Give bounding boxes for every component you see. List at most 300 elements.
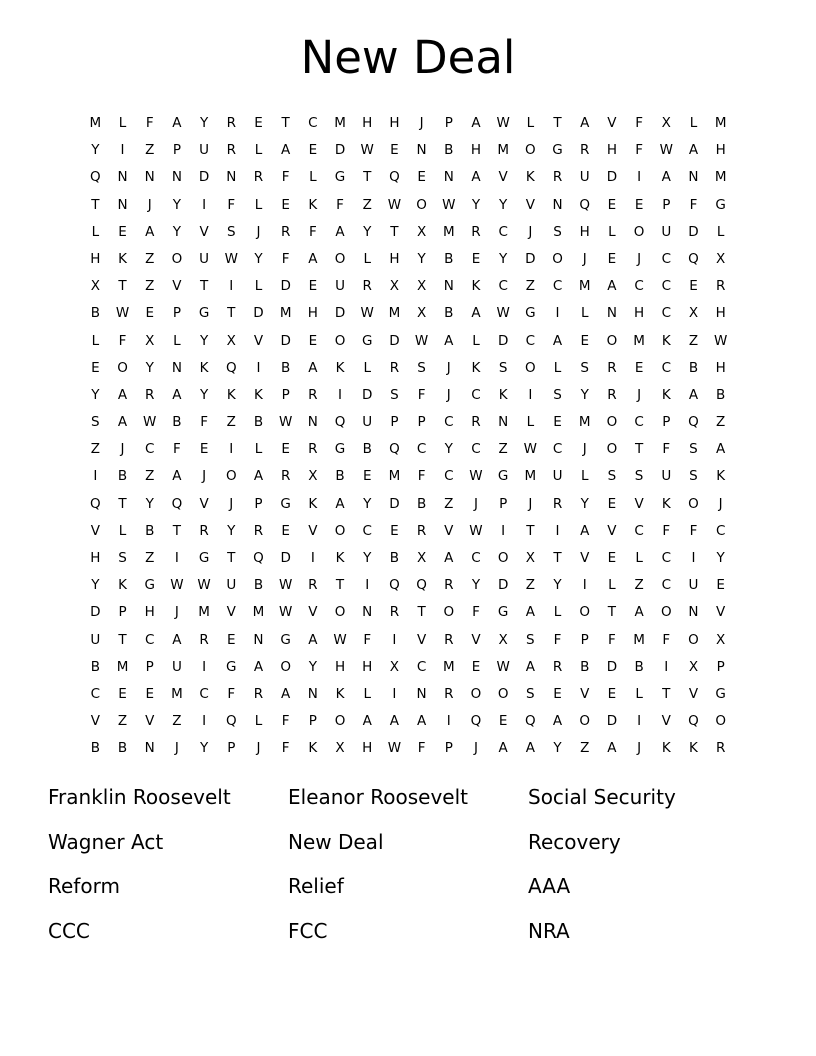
grid-letter: T	[172, 522, 182, 539]
grid-letter: I	[202, 713, 207, 730]
grid-letter: H	[90, 250, 101, 267]
grid-letter: D	[606, 169, 618, 186]
grid-letter: X	[308, 468, 318, 485]
grid-row	[82, 735, 735, 762]
grid-letter: O	[497, 550, 509, 566]
grid-letter: B	[172, 414, 182, 431]
grid-row	[82, 518, 735, 545]
grid-letter: V	[607, 115, 617, 131]
grid-letter: O	[470, 685, 482, 702]
grid-letter: V	[688, 685, 699, 702]
grid-letter: K	[199, 359, 209, 376]
grid-letter: S	[226, 223, 236, 240]
grid-letter: A	[117, 386, 128, 403]
grid-letter: A	[172, 386, 182, 403]
grid-letter: J	[120, 441, 125, 458]
grid-letter: T	[553, 115, 562, 131]
grid-letter: R	[199, 522, 209, 539]
grid-letter: V	[471, 631, 481, 648]
grid-letter: F	[608, 631, 616, 648]
word-list-item: Franklin Roosevelt	[48, 785, 231, 809]
grid-letter: R	[552, 495, 563, 512]
grid-letter: S	[526, 631, 535, 648]
grid-letter: N	[171, 359, 182, 376]
grid-letter: Z	[226, 414, 236, 431]
grid-letter: T	[526, 522, 535, 539]
grid-letter: I	[310, 550, 315, 566]
grid-row	[82, 681, 735, 708]
grid-row	[82, 246, 735, 273]
grid-letter: F	[635, 142, 643, 159]
grid-letter: B	[253, 577, 264, 594]
grid-letter: P	[444, 740, 453, 757]
grid-letter: O	[579, 713, 591, 730]
grid-letter: B	[362, 441, 372, 458]
grid-letter: Q	[389, 577, 400, 594]
grid-row	[82, 627, 735, 654]
grid-letter: U	[661, 223, 672, 240]
grid-letter: U	[688, 577, 699, 594]
grid-letter: K	[308, 495, 318, 512]
grid-letter: Y	[444, 441, 453, 458]
grid-letter: A	[389, 713, 400, 730]
grid-letter: Y	[199, 386, 209, 403]
grid-letter: Q	[688, 713, 699, 730]
grid-letter: O	[334, 604, 346, 621]
grid-letter: R	[308, 386, 318, 403]
grid-letter: A	[661, 169, 671, 186]
word-list-item: Eleanor Roosevelt	[288, 785, 468, 809]
grid-letter: A	[607, 740, 617, 757]
word-list-item: New Deal	[288, 829, 384, 854]
grid-letter: A	[552, 713, 563, 730]
grid-letter: O	[552, 250, 563, 267]
grid-letter: Q	[253, 550, 264, 566]
grid-letter: B	[253, 414, 264, 431]
grid-letter: M	[714, 115, 727, 131]
grid-letter: E	[553, 414, 562, 431]
grid-letter: F	[227, 196, 236, 213]
grid-letter: H	[362, 658, 373, 675]
grid-letter: J	[582, 250, 587, 267]
grid-letter: T	[227, 305, 236, 322]
grid-letter: X	[661, 115, 671, 131]
grid-letter: N	[688, 604, 699, 621]
grid-letter: C	[661, 305, 671, 322]
grid-letter: V	[416, 631, 427, 648]
grid-letter: M	[633, 631, 645, 648]
grid-letter: I	[365, 577, 370, 594]
grid-letter: X	[688, 658, 699, 675]
grid-letter: H	[389, 115, 400, 131]
grid-letter: L	[553, 359, 562, 376]
grid-letter: I	[256, 359, 261, 376]
grid-letter: R	[416, 522, 427, 539]
word-list-item: Social Security	[528, 785, 676, 809]
grid-letter: Y	[145, 359, 154, 376]
grid-letter: E	[254, 115, 263, 131]
grid-letter: E	[308, 142, 318, 159]
grid-letter: L	[472, 332, 480, 349]
grid-row	[82, 273, 735, 300]
grid-letter: K	[471, 278, 481, 295]
grid-letter: P	[145, 658, 154, 675]
grid-letter: Q	[225, 359, 237, 376]
grid-letter: K	[661, 495, 671, 512]
grid-letter: G	[715, 196, 726, 213]
grid-letter: C	[715, 522, 726, 539]
grid-letter: C	[362, 522, 372, 539]
grid-letter: Y	[91, 577, 100, 594]
grid-letter: D	[688, 223, 699, 240]
grid-letter: I	[202, 658, 207, 675]
grid-letter: V	[308, 604, 318, 621]
grid-letter: R	[715, 740, 726, 757]
grid-letter: Y	[363, 495, 372, 512]
grid-letter: R	[145, 386, 155, 403]
grid-letter: N	[416, 685, 427, 702]
grid-letter: P	[662, 196, 671, 213]
grid-letter: O	[225, 468, 237, 485]
grid-row	[82, 572, 735, 599]
grid-letter: K	[661, 332, 671, 349]
grid-letter: W	[333, 631, 347, 648]
grid-letter: J	[637, 386, 642, 403]
grid-letter: J	[582, 441, 587, 458]
grid-letter: T	[118, 495, 127, 512]
grid-letter: E	[199, 441, 209, 458]
grid-letter: P	[580, 631, 589, 648]
grid-letter: G	[198, 550, 210, 566]
grid-letter: K	[335, 685, 345, 702]
grid-letter: R	[280, 223, 291, 240]
grid-letter: Z	[580, 740, 590, 757]
grid-letter: G	[144, 577, 155, 594]
grid-letter: L	[254, 713, 263, 730]
grid-letter: S	[91, 414, 100, 431]
grid-letter: J	[202, 468, 207, 485]
grid-letter: L	[118, 115, 127, 131]
grid-letter: Q	[470, 713, 482, 730]
grid-letter: G	[361, 332, 373, 349]
grid-letter: B	[90, 740, 100, 757]
grid-letter: M	[442, 658, 455, 675]
grid-letter: L	[254, 142, 263, 159]
grid-letter: D	[389, 332, 400, 349]
grid-letter: Y	[254, 250, 263, 267]
grid-letter: X	[688, 305, 699, 322]
grid-letter: A	[498, 740, 508, 757]
grid-letter: G	[226, 658, 237, 675]
grid-letter: F	[417, 740, 426, 757]
grid-letter: E	[281, 441, 290, 458]
grid-letter: M	[252, 604, 265, 621]
page-title: New Deal	[300, 31, 516, 84]
grid-letter: C	[145, 441, 155, 458]
grid-letter: Z	[634, 577, 644, 594]
grid-letter: R	[580, 142, 590, 159]
grid-letter: D	[497, 332, 509, 349]
grid-letter: X	[90, 278, 100, 295]
grid-letter: E	[607, 550, 617, 566]
grid-letter: D	[497, 577, 509, 594]
grid-letter: Q	[334, 414, 346, 431]
grid-letter: V	[199, 223, 209, 240]
grid-letter: I	[555, 305, 560, 322]
grid-letter: J	[419, 115, 424, 131]
grid-letter: O	[334, 713, 346, 730]
grid-letter: O	[606, 414, 618, 431]
grid-letter: P	[281, 386, 290, 403]
grid-letter: M	[442, 223, 455, 240]
grid-letter: O	[497, 685, 509, 702]
grid-letter: E	[689, 278, 698, 295]
grid-letter: M	[497, 142, 509, 159]
grid-letter: I	[202, 196, 207, 213]
grid-letter: U	[661, 468, 672, 485]
grid-letter: O	[280, 658, 291, 675]
grid-letter: X	[145, 332, 155, 349]
grid-letter: E	[471, 658, 481, 675]
grid-letter: D	[280, 278, 291, 295]
grid-letter: E	[607, 495, 617, 512]
grid-letter: E	[390, 522, 399, 539]
grid-letter: J	[256, 740, 261, 757]
grid-letter: H	[715, 142, 726, 159]
grid-letter: W	[469, 468, 483, 485]
grid-letter: I	[120, 142, 125, 159]
word-list-item: NRA	[528, 918, 570, 943]
grid-letter: W	[197, 577, 211, 594]
grid-letter: C	[525, 332, 536, 349]
grid-letter: F	[281, 169, 290, 186]
grid-letter: Y	[580, 386, 589, 403]
grid-letter: T	[281, 115, 290, 131]
grid-letter: Y	[499, 196, 508, 213]
grid-letter: U	[335, 278, 345, 295]
grid-letter: L	[716, 223, 725, 240]
grid-row	[82, 654, 735, 681]
grid-letter: W	[278, 414, 293, 431]
grid-letter: Q	[579, 196, 591, 213]
grid-letter: D	[334, 142, 346, 159]
grid-letter: A	[308, 631, 318, 648]
grid-letter: C	[661, 250, 671, 267]
grid-letter: L	[91, 332, 100, 349]
grid-letter: B	[389, 550, 400, 566]
grid-letter: K	[308, 740, 318, 757]
grid-letter: R	[226, 142, 236, 159]
grid-letter: V	[308, 522, 318, 539]
grid-letter: E	[308, 278, 318, 295]
grid-letter: A	[607, 278, 617, 295]
grid-letter: R	[308, 441, 318, 458]
grid-letter: L	[689, 115, 698, 131]
grid-letter: A	[308, 250, 318, 267]
grid-letter: Z	[145, 278, 155, 295]
grid-letter: E	[607, 196, 617, 213]
grid-letter: A	[172, 115, 182, 131]
grid-letter: V	[226, 604, 236, 621]
grid-letter: R	[552, 169, 563, 186]
grid-letter: W	[496, 658, 510, 675]
grid-letter: Y	[417, 250, 426, 267]
grid-letter: W	[387, 740, 402, 757]
word-list-item: Relief	[288, 874, 344, 898]
grid-letter: A	[471, 305, 481, 322]
grid-letter: O	[525, 359, 536, 376]
grid-letter: E	[580, 332, 589, 349]
grid-letter: S	[689, 441, 698, 458]
grid-letter: P	[172, 305, 181, 322]
grid-letter: E	[145, 685, 154, 702]
grid-letter: T	[662, 685, 671, 702]
grid-letter: H	[470, 142, 482, 159]
grid-letter: C	[471, 550, 481, 566]
grid-letter: D	[606, 713, 618, 730]
grid-letter: O	[715, 713, 726, 730]
grid-letter: G	[715, 685, 726, 702]
grid-letter: M	[388, 305, 401, 322]
grid-letter: F	[173, 441, 181, 458]
grid-letter: R	[471, 414, 481, 431]
grid-letter: T	[91, 196, 100, 213]
grid-letter: O	[525, 142, 536, 159]
grid-letter: O	[416, 196, 427, 213]
grid-letter: Q	[225, 713, 237, 730]
grid-letter: B	[444, 305, 454, 322]
grid-letter: V	[145, 713, 155, 730]
grid-letter: A	[444, 550, 454, 566]
grid-letter: S	[607, 468, 617, 485]
grid-letter: I	[392, 685, 397, 702]
grid-letter: L	[363, 685, 371, 702]
grid-row	[82, 545, 735, 572]
grid-letter: A	[688, 386, 699, 403]
grid-letter: Z	[90, 441, 100, 458]
grid-letter: K	[661, 386, 671, 403]
grid-letter: A	[253, 658, 264, 675]
grid-letter: X	[716, 250, 726, 267]
grid-letter: Y	[227, 522, 236, 539]
grid-letter: N	[443, 169, 454, 186]
grid-letter: Y	[199, 115, 209, 131]
grid-letter: B	[117, 468, 128, 485]
grid-letter: A	[580, 522, 590, 539]
grid-letter: M	[714, 169, 727, 186]
grid-letter: L	[635, 550, 643, 566]
grid-letter: J	[637, 740, 642, 757]
grid-letter: U	[362, 414, 373, 431]
grid-letter: B	[688, 359, 699, 376]
grid-letter: V	[253, 332, 264, 349]
grid-letter: E	[362, 468, 372, 485]
grid-letter: Q	[688, 414, 699, 431]
grid-letter: U	[90, 631, 101, 648]
grid-letter: C	[199, 685, 209, 702]
grid-letter: C	[661, 359, 671, 376]
grid-letter: U	[552, 468, 563, 485]
grid-letter: T	[199, 278, 209, 295]
grid-letter: R	[199, 631, 209, 648]
grid-letter: E	[281, 196, 290, 213]
grid-letter: A	[117, 414, 128, 431]
grid-letter: A	[525, 658, 535, 675]
grid-letter: D	[525, 250, 536, 267]
grid-letter: Y	[199, 740, 209, 757]
grid-letter: T	[335, 577, 345, 594]
grid-letter: A	[362, 713, 372, 730]
grid-letter: X	[226, 332, 236, 349]
grid-letter: B	[416, 495, 427, 512]
grid-letter: S	[390, 386, 399, 403]
grid-letter: L	[580, 305, 589, 322]
grid-letter: T	[417, 604, 426, 621]
grid-letter: T	[118, 631, 127, 648]
grid-letter: D	[253, 305, 264, 322]
grid-letter: F	[336, 196, 344, 213]
grid-letter: B	[634, 658, 644, 675]
grid-letter: N	[362, 604, 373, 621]
grid-letter: I	[338, 386, 343, 403]
grid-letter: Q	[688, 250, 699, 267]
grid-letter: C	[471, 386, 481, 403]
grid-letter: Z	[716, 414, 726, 431]
grid-letter: Y	[716, 550, 725, 566]
grid-letter: F	[472, 604, 480, 621]
grid-letter: L	[635, 685, 643, 702]
grid-letter: Y	[553, 740, 562, 757]
grid-letter: F	[281, 250, 290, 267]
grid-letter: H	[715, 305, 726, 322]
grid-letter: H	[362, 740, 373, 757]
grid-letter: A	[525, 740, 535, 757]
grid-letter: K	[308, 196, 318, 213]
grid-letter: E	[118, 223, 127, 240]
grid-letter: W	[278, 604, 293, 621]
grid-letter: K	[118, 577, 127, 594]
grid-row	[82, 219, 735, 246]
grid-letter: D	[606, 658, 618, 675]
grid-letter: T	[390, 223, 399, 240]
grid-letter: E	[308, 332, 318, 349]
grid-letter: G	[334, 441, 346, 458]
grid-letter: Y	[91, 386, 100, 403]
grid-letter: T	[227, 550, 236, 566]
grid-letter: I	[637, 713, 642, 730]
grid-letter: O	[443, 604, 455, 621]
grid-letter: R	[253, 685, 264, 702]
grid-letter: F	[417, 386, 426, 403]
word-list	[48, 783, 788, 961]
grid-letter: M	[388, 468, 401, 485]
grid-letter: T	[607, 604, 617, 621]
grid-letter: N	[117, 196, 128, 213]
grid-letter: A	[525, 604, 535, 621]
grid-letter: C	[634, 414, 644, 431]
grid-letter: S	[634, 468, 644, 485]
grid-letter: O	[334, 332, 346, 349]
grid-letter: P	[308, 713, 317, 730]
grid-letter: Q	[389, 441, 400, 458]
grid-letter: P	[172, 142, 181, 159]
grid-letter: D	[280, 550, 291, 566]
grid-row	[82, 192, 735, 219]
grid-letter: O	[633, 223, 645, 240]
grid-letter: M	[89, 115, 102, 131]
grid-letter: Z	[117, 713, 128, 730]
grid-letter: Z	[688, 332, 699, 349]
